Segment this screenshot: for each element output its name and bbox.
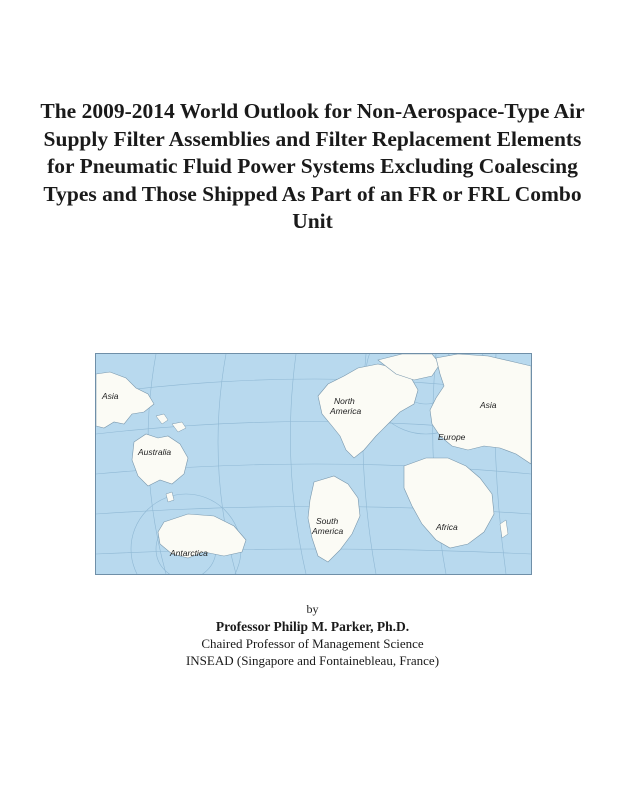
byline [0,601,625,669]
author-institution: INSEAD (Singapore and Fontainebleau, France) [185,653,440,668]
label-south-america-1: South [316,516,339,526]
author-position: Chaired Professor of Management Science [201,636,424,651]
label-africa: Africa [436,522,458,532]
label-antarctica: Antarctica [170,548,208,558]
label-asia-east: Asia [480,400,497,410]
book-title: The 2009-2014 World Outlook for Non-Aerospace-Type Air Supply Filter Assemblies and Filter Replacement Elements for Pneumatic Fluid Power Systems Excluding Coalescing Types and Those Shipped As Part of an FR or FRL Combo Unit [40,99,585,233]
australia-landmass [132,434,188,486]
label-north-america-2: America [330,406,362,416]
label-north-america-1: North [334,396,355,406]
label-asia-west: Asia [102,391,119,401]
author-name: Professor Philip M. Parker, Ph.D. [215,619,410,634]
label-australia: Australia [138,447,172,457]
world-map [95,353,532,575]
by-label: by [306,602,319,616]
world-map-graphic [96,354,531,574]
label-europe: Europe [438,432,466,442]
africa-landmass [404,458,494,548]
label-south-america-2: America [312,526,344,536]
